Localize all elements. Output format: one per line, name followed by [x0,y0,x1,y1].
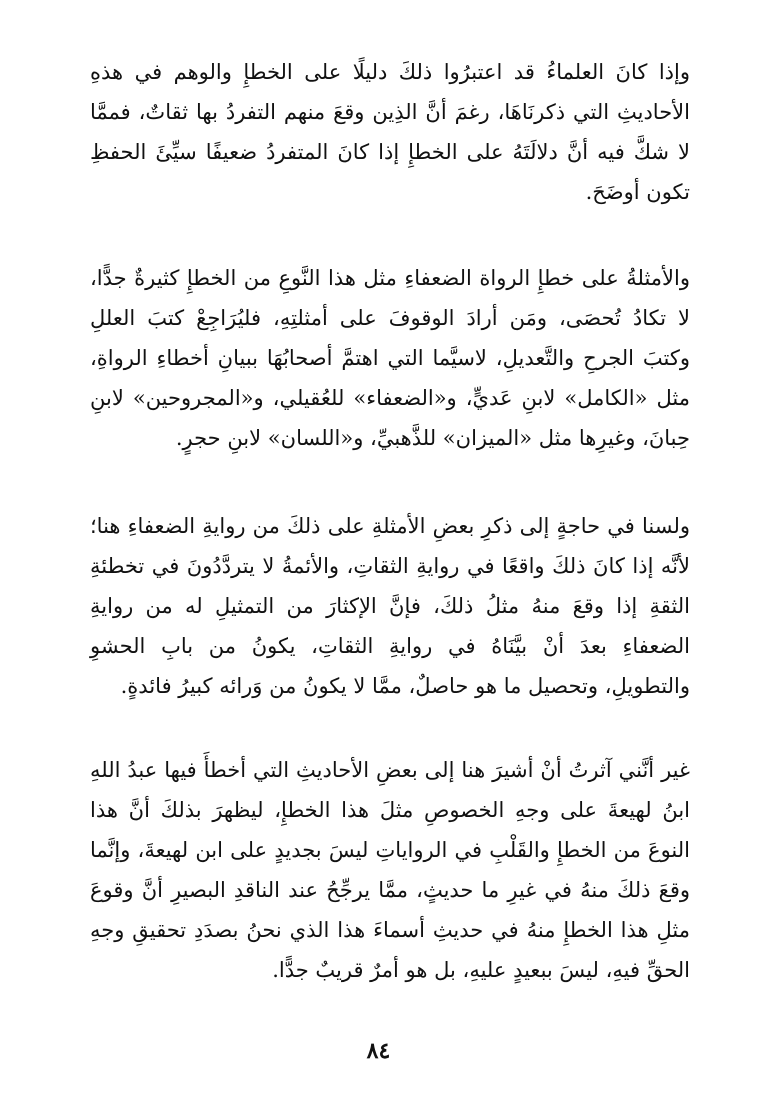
paragraph-3: ولسنا في حاجةٍ إلى ذكرِ بعضِ الأمثلةِ على ذلكَ من روايةِ الضعفاءِ هنا؛ لأنَّه إذا كانَ ذلكَ واقعًا في روايةِ الثقاتِ، والأئمةُ لا يتردَّدُونَ في تخطئةِ الثقةِ إذا وقعَ منهُ مثلُ ذلكَ، فإنَّ الإكثارَ من التمثيلِ له من روايةِ الضعفاءِ بعدَ أنْ بيَّنَاهُ في روايةِ الثقاتِ، يكونُ من بابِ الحشوِ والتطويلِ، وتحصيل ما هو حاصلٌ، ممَّا لا يكونُ من وَرائه كبيرُ فائدةٍ. [90,514,690,698]
text-block-2 [90,258,690,458]
page-number: ٨٤ [366,1038,391,1064]
text-block-3 [90,506,690,706]
text-block-4 [90,750,690,990]
paragraph-1: وإذا كانَ العلماءُ قد اعتبرُوا ذلكَ دليلًا على الخطإِ والوهم في هذهِ الأحاديثِ التي ذكرنَاهَا، رغمَ أنَّ الذِين وقعَ منهم التفردُ بها ثقاتٌ، فممَّا لا شكَّ فيه أنَّ دلالَتَهُ على الخطإِ إذا كانَ المتفردُ ضعيفًا سيِّئَ الحفظِ تكون أوضَحَ. [90,60,690,204]
text-block-1 [90,52,690,212]
paragraph-2: والأمثلةُ على خطإِ الرواة الضعفاءِ مثل هذا النَّوعِ من الخطإِ كثيرةٌ جدًّا، لا تكادُ تُحصَى، ومَن أرادَ الوقوفَ على أمثلتِهِ، فليُرَاجِعْ كتبَ العللِ وكتبَ الجرحِ والتَّعديلِ، لاسيَّما التي اهتمَّ أصحابُهَا ببيانِ أخطاءِ الرواةِ، مثل «الكامل» لابنِ عَديٍّ، و«الضعفاء» للعُقيلي، و«المجروحين» لابنِ حِبانَ، وغيرِها مثل «الميزان» للذَّهبيِّ، و«اللسان» لابنِ حجرٍ. [90,266,690,450]
paragraph-4: غير أنَّني آثرتُ أنْ أشيرَ هنا إلى بعضِ الأحاديثِ التي أخطأَ فيها عبدُ اللهِ ابنُ لهيعةَ على وجهِ الخصوصِ مثلَ هذا الخطإِ، ليظهرَ بذلكَ أنَّ هذا النوعَ من الخطإِ والقَلْبِ في الرواياتِ ليسَ بجديدٍ على ابن لهيعةَ، وإنَّما وقعَ ذلكَ منهُ في غيرِ ما حديثٍ، ممَّا يرجِّحُ عند الناقدِ البصيرِ أنَّ وقوعَ مثلِ هذا الخطإِ منهُ في حديثِ أسماءَ هذا الذي نحنُ بصدَدِ تحقيقِ وجهِ الحقِّ فيهِ، ليسَ ببعيدٍ عليهِ، بل هو أمرٌ قريبٌ جدًّا. [90,758,690,982]
